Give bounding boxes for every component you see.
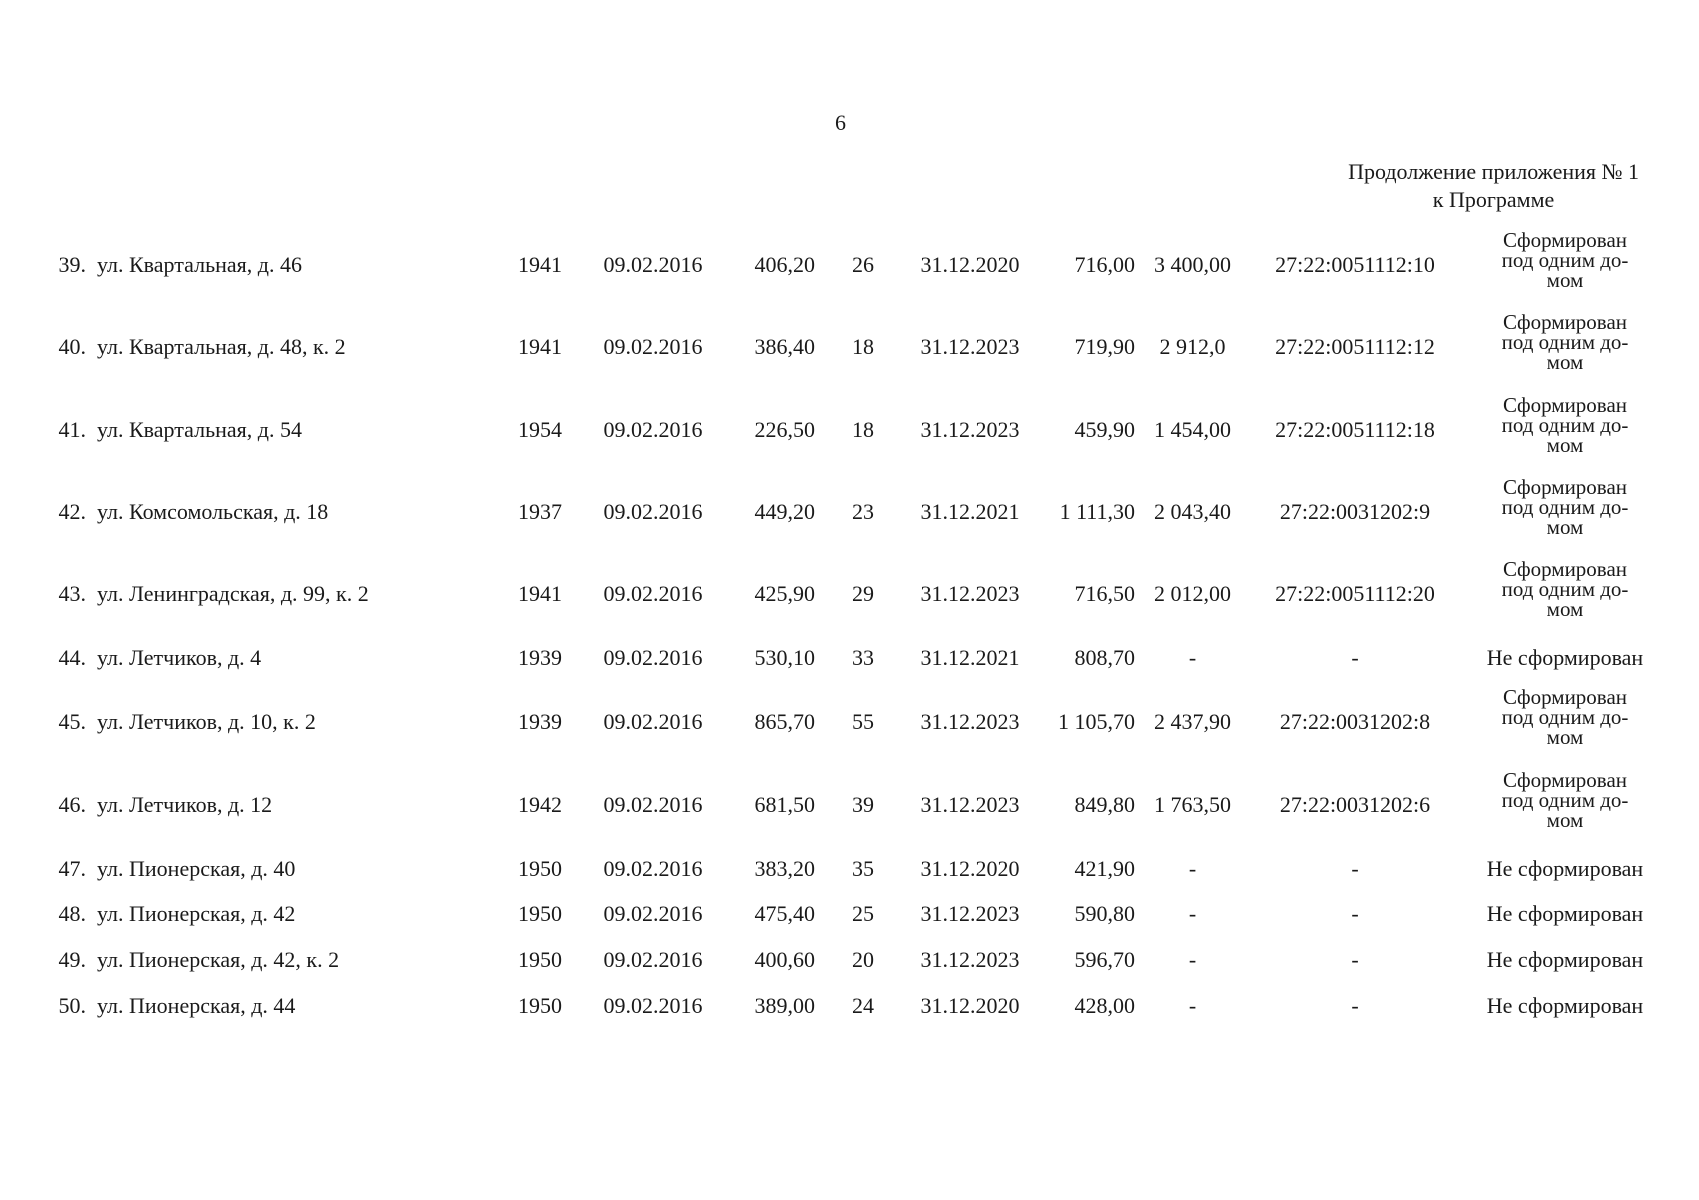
cadastral-number-cell: 27:22:0031202:9 [1279, 499, 1431, 524]
residents-cell: 35 [852, 856, 874, 881]
cadastral-number-cell: 27:22:0031202:8 [1279, 709, 1431, 734]
deadline-cell: 31.12.2023 [920, 581, 1020, 606]
land-plot-area-cell: - [1188, 947, 1197, 972]
status-cell: Сформирован под одним до-мом [1501, 475, 1629, 539]
land-area-cell: 459,90 [1074, 417, 1135, 442]
row-number-cell: 39. [58, 252, 86, 277]
recognition-date-cell: 09.02.2016 [603, 499, 703, 524]
status-cell: Сформирован под одним до-мом [1501, 310, 1629, 374]
row-number-cell: 40. [58, 334, 86, 359]
residents-cell: 25 [852, 901, 874, 926]
row-number-cell: 46. [58, 792, 86, 817]
year-built-cell: 1942 [518, 792, 562, 817]
year-built-cell: 1939 [518, 709, 562, 734]
land-area-cell: 596,70 [1074, 947, 1135, 972]
year-built-cell: 1950 [518, 856, 562, 881]
cadastral-number-cell: 27:22:0051112:10 [1275, 252, 1435, 277]
land-plot-area-cell: - [1188, 993, 1197, 1018]
land-area-cell: 421,90 [1074, 856, 1135, 881]
address-cell: ул. Летчиков, д. 10, к. 2 [97, 709, 316, 734]
deadline-cell: 31.12.2021 [920, 499, 1020, 524]
area-cell: 425,90 [754, 581, 815, 606]
address-cell: ул. Квартальная, д. 46 [97, 252, 302, 277]
address-cell: ул. Комсомольская, д. 18 [97, 499, 329, 524]
recognition-date-cell: 09.02.2016 [603, 947, 703, 972]
residents-cell: 24 [852, 993, 874, 1018]
area-cell: 475,40 [754, 901, 815, 926]
land-area-cell: 716,50 [1074, 581, 1135, 606]
status-cell: Сформирован под одним до-мом [1501, 685, 1629, 749]
row-number-cell: 48. [58, 901, 86, 926]
address-cell: ул. Летчиков, д. 4 [97, 645, 262, 670]
area-cell: 449,20 [754, 499, 815, 524]
land-plot-area-cell: 2 912,0 [1159, 334, 1226, 359]
address-cell: ул. Летчиков, д. 12 [97, 792, 273, 817]
row-number-cell: 43. [58, 581, 86, 606]
residents-cell: 26 [852, 252, 874, 277]
deadline-cell: 31.12.2023 [920, 901, 1020, 926]
status-cell: Не сформирован [1486, 947, 1644, 972]
residents-cell: 18 [852, 417, 874, 442]
address-cell: ул. Пионерская, д. 44 [97, 993, 296, 1018]
residents-cell: 20 [852, 947, 874, 972]
deadline-cell: 31.12.2020 [920, 252, 1020, 277]
recognition-date-cell: 09.02.2016 [603, 709, 703, 734]
cadastral-number-cell: - [1351, 856, 1359, 881]
year-built-cell: 1937 [518, 499, 562, 524]
land-area-cell: 1 105,70 [1058, 709, 1135, 734]
deadline-cell: 31.12.2020 [920, 993, 1020, 1018]
land-area-cell: 1 111,30 [1059, 499, 1135, 524]
appendix-note-line1: Продолжение приложения № 1 [1348, 159, 1639, 184]
land-area-cell: 719,90 [1074, 334, 1135, 359]
land-plot-area-cell: 2 437,90 [1154, 709, 1231, 734]
deadline-cell: 31.12.2023 [920, 947, 1020, 972]
cadastral-number-cell: - [1351, 947, 1359, 972]
row-number-cell: 47. [58, 856, 86, 881]
row-number-cell: 42. [58, 499, 86, 524]
recognition-date-cell: 09.02.2016 [603, 645, 703, 670]
appendix-note-line2: к Программе [1432, 187, 1555, 212]
land-area-cell: 428,00 [1074, 993, 1135, 1018]
cadastral-number-cell: 27:22:0051112:12 [1275, 334, 1435, 359]
deadline-cell: 31.12.2023 [920, 792, 1020, 817]
year-built-cell: 1950 [518, 993, 562, 1018]
recognition-date-cell: 09.02.2016 [603, 856, 703, 881]
residents-cell: 29 [852, 581, 874, 606]
year-built-cell: 1939 [518, 645, 562, 670]
year-built-cell: 1941 [518, 581, 562, 606]
address-cell: ул. Ленинградская, д. 99, к. 2 [97, 581, 369, 606]
year-built-cell: 1950 [518, 901, 562, 926]
deadline-cell: 31.12.2023 [920, 709, 1020, 734]
land-area-cell: 716,00 [1074, 252, 1135, 277]
area-cell: 226,50 [754, 417, 815, 442]
row-number-cell: 41. [58, 417, 86, 442]
year-built-cell: 1954 [518, 417, 562, 442]
residents-cell: 33 [852, 645, 874, 670]
land-area-cell: 808,70 [1074, 645, 1135, 670]
status-cell: Сформирован под одним до-мом [1501, 228, 1629, 292]
residents-cell: 23 [852, 499, 874, 524]
recognition-date-cell: 09.02.2016 [603, 252, 703, 277]
residents-cell: 39 [852, 792, 874, 817]
row-number-cell: 49. [58, 947, 86, 972]
address-cell: ул. Пионерская, д. 40 [97, 856, 296, 881]
area-cell: 530,10 [754, 645, 815, 670]
deadline-cell: 31.12.2023 [920, 417, 1020, 442]
page-number: 6 [835, 110, 846, 135]
land-plot-area-cell: 2 012,00 [1154, 581, 1231, 606]
area-cell: 406,20 [754, 252, 815, 277]
deadline-cell: 31.12.2020 [920, 856, 1020, 881]
cadastral-number-cell: 27:22:0031202:6 [1279, 792, 1431, 817]
status-cell: Не сформирован [1486, 993, 1644, 1018]
status-cell: Не сформирован [1486, 856, 1644, 881]
recognition-date-cell: 09.02.2016 [603, 792, 703, 817]
area-cell: 400,60 [754, 947, 815, 972]
land-plot-area-cell: - [1188, 856, 1197, 881]
land-plot-area-cell: - [1188, 901, 1197, 926]
row-number-cell: 45. [58, 709, 86, 734]
recognition-date-cell: 09.02.2016 [603, 334, 703, 359]
status-cell: Не сформирован [1486, 645, 1644, 670]
year-built-cell: 1941 [518, 334, 562, 359]
land-plot-area-cell: 1 763,50 [1154, 792, 1231, 817]
status-cell: Сформирован под одним до-мом [1501, 557, 1629, 621]
recognition-date-cell: 09.02.2016 [603, 993, 703, 1018]
row-number-cell: 44. [58, 645, 86, 670]
land-plot-area-cell: 3 400,00 [1154, 252, 1231, 277]
status-cell: Сформирован под одним до-мом [1501, 768, 1629, 832]
cadastral-number-cell: - [1351, 645, 1359, 670]
deadline-cell: 31.12.2023 [920, 334, 1020, 359]
area-cell: 389,00 [754, 993, 815, 1018]
year-built-cell: 1950 [518, 947, 562, 972]
address-cell: ул. Квартальная, д. 54 [97, 417, 302, 442]
deadline-cell: 31.12.2021 [920, 645, 1020, 670]
cadastral-number-cell: 27:22:0051112:20 [1275, 581, 1435, 606]
residents-cell: 18 [852, 334, 874, 359]
area-cell: 386,40 [754, 334, 815, 359]
land-plot-area-cell: 1 454,00 [1154, 417, 1231, 442]
year-built-cell: 1941 [518, 252, 562, 277]
land-plot-area-cell: 2 043,40 [1154, 499, 1231, 524]
status-cell: Не сформирован [1486, 901, 1644, 926]
recognition-date-cell: 09.02.2016 [603, 417, 703, 442]
land-area-cell: 849,80 [1074, 792, 1135, 817]
cadastral-number-cell: - [1351, 993, 1359, 1018]
recognition-date-cell: 09.02.2016 [603, 901, 703, 926]
address-cell: ул. Квартальная, д. 48, к. 2 [97, 334, 346, 359]
status-cell: Сформирован под одним до-мом [1501, 393, 1629, 457]
address-cell: ул. Пионерская, д. 42 [97, 901, 296, 926]
cadastral-number-cell: - [1351, 901, 1359, 926]
recognition-date-cell: 09.02.2016 [603, 581, 703, 606]
area-cell: 865,70 [754, 709, 815, 734]
residents-cell: 55 [852, 709, 874, 734]
row-number-cell: 50. [58, 993, 86, 1018]
land-area-cell: 590,80 [1074, 901, 1135, 926]
land-plot-area-cell: - [1188, 645, 1197, 670]
cadastral-number-cell: 27:22:0051112:18 [1275, 417, 1435, 442]
area-cell: 383,20 [754, 856, 815, 881]
area-cell: 681,50 [754, 792, 815, 817]
address-cell: ул. Пионерская, д. 42, к. 2 [97, 947, 340, 972]
